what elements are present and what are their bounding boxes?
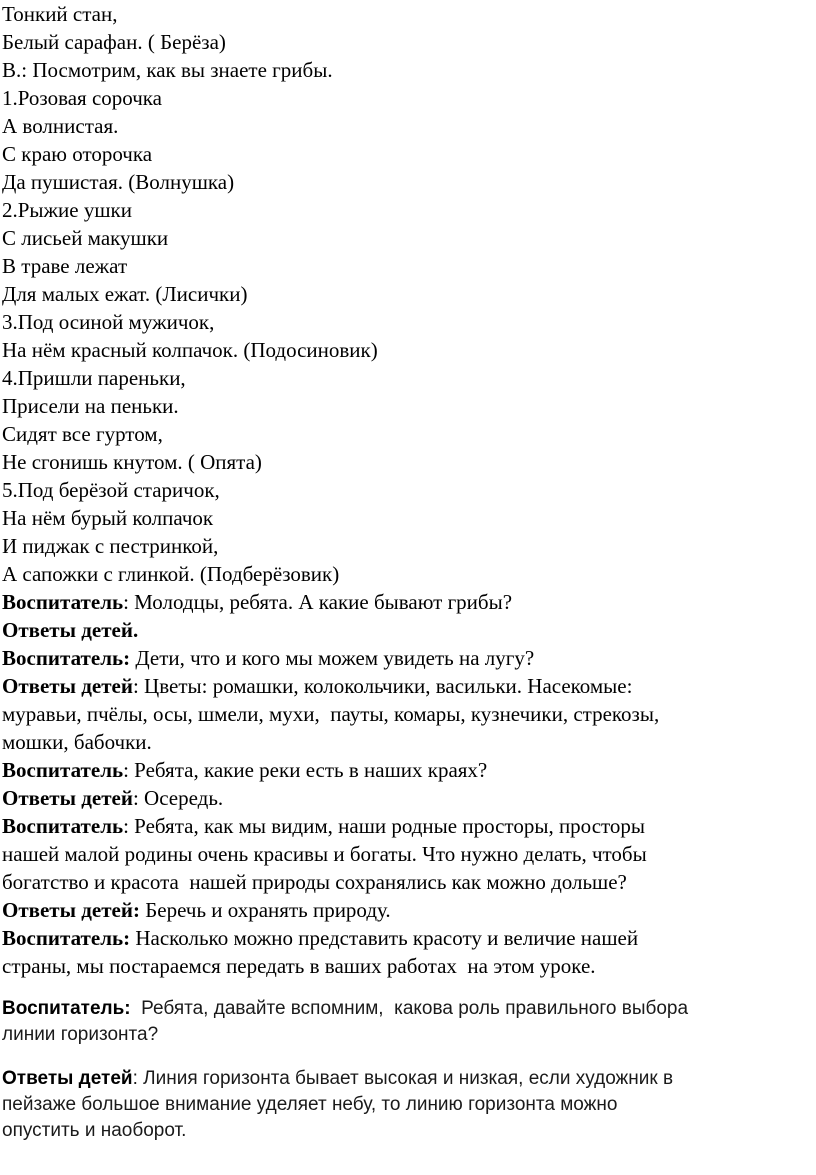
speaker-label: Ответы детей. bbox=[2, 618, 139, 642]
speaker-label: Воспитатель bbox=[2, 814, 124, 838]
line-text: Ребята, давайте вспомним, какова роль правильного выбора bbox=[130, 998, 689, 1019]
line-text: : Молодцы, ребята. А какие бывают грибы? bbox=[123, 590, 513, 614]
line-text: богатство и красота нашей природы сохранялись как можно дольше? bbox=[2, 870, 627, 894]
speaker-label: Воспитатель: bbox=[2, 646, 131, 670]
text-line bbox=[2, 1022, 814, 1048]
text-line bbox=[2, 140, 814, 168]
line-text: : Линия горизонта бывает высокая и низкая, если художник в bbox=[132, 1068, 674, 1089]
line-text: 5.Под берёзой старичок, bbox=[2, 478, 220, 502]
speaker-label: Ответы детей bbox=[2, 674, 133, 698]
line-text: Беречь и охранять природу. bbox=[139, 898, 391, 922]
speaker-label: Ответы детей bbox=[2, 1068, 133, 1089]
text-line bbox=[2, 392, 814, 420]
paragraph-gap bbox=[2, 1048, 814, 1066]
line-text: А сапожки с глинкой. (Подберёзовик) bbox=[2, 562, 340, 586]
text-line bbox=[2, 448, 814, 476]
text-line bbox=[2, 532, 814, 560]
line-text: : Ребята, какие реки есть в наших краях? bbox=[123, 758, 488, 782]
text-line bbox=[2, 1118, 814, 1144]
line-text: 2.Рыжие ушки bbox=[2, 198, 132, 222]
line-text: И пиджак с пестринкой, bbox=[2, 534, 219, 558]
line-text: В.: Посмотрим, как вы знаете грибы. bbox=[2, 58, 333, 82]
text-line bbox=[2, 560, 814, 588]
main-text-block bbox=[2, 0, 814, 980]
answer-block bbox=[2, 1066, 814, 1144]
text-line bbox=[2, 896, 814, 924]
line-text: линии горизонта? bbox=[2, 1024, 159, 1045]
text-line bbox=[2, 28, 814, 56]
text-line bbox=[2, 112, 814, 140]
text-line bbox=[2, 952, 814, 980]
question-block bbox=[2, 996, 814, 1048]
text-line bbox=[2, 1092, 814, 1118]
line-text: А волнистая. bbox=[2, 114, 119, 138]
text-line bbox=[2, 280, 814, 308]
text-line bbox=[2, 756, 814, 784]
text-line bbox=[2, 224, 814, 252]
speaker-label: Ответы детей bbox=[2, 786, 133, 810]
text-line bbox=[2, 644, 814, 672]
line-text: Дети, что и кого мы можем увидеть на лугу? bbox=[130, 646, 535, 670]
speaker-label: Воспитатель: bbox=[2, 998, 131, 1019]
text-line bbox=[2, 56, 814, 84]
text-line bbox=[2, 168, 814, 196]
text-line bbox=[2, 196, 814, 224]
text-line bbox=[2, 996, 814, 1022]
text-line bbox=[2, 1066, 814, 1092]
text-line bbox=[2, 616, 814, 644]
line-text: С краю оторочка bbox=[2, 142, 153, 166]
paragraph-gap bbox=[2, 980, 814, 996]
line-text: Тонкий стан, bbox=[2, 2, 118, 26]
speaker-label: Ответы детей: bbox=[2, 898, 140, 922]
text-line bbox=[2, 84, 814, 112]
line-text: Насколько можно представить красоту и величие нашей bbox=[130, 926, 639, 950]
line-text: Не сгонишь кнутом. ( Опята) bbox=[2, 450, 262, 474]
text-line bbox=[2, 840, 814, 868]
line-text: : Осередь. bbox=[132, 786, 224, 810]
speaker-label: Воспитатель: bbox=[2, 926, 131, 950]
line-text: Белый сарафан. ( Берёза) bbox=[2, 30, 226, 54]
line-text: пейзаже большое внимание уделяет небу, то линию горизонта можно bbox=[2, 1094, 618, 1115]
line-text: 3.Под осиной мужичок, bbox=[2, 310, 215, 334]
line-text: С лисьей макушки bbox=[2, 226, 169, 250]
text-line bbox=[2, 0, 814, 28]
speaker-label: Воспитатель bbox=[2, 590, 124, 614]
text-line bbox=[2, 308, 814, 336]
text-line bbox=[2, 672, 814, 700]
line-text: Да пушистая. (Волнушка) bbox=[2, 170, 235, 194]
text-line bbox=[2, 336, 814, 364]
text-line bbox=[2, 252, 814, 280]
text-line bbox=[2, 588, 814, 616]
line-text: опустить и наоборот. bbox=[2, 1120, 187, 1141]
line-text: : Цветы: ромашки, колокольчики, васильки. Насекомые: bbox=[132, 674, 633, 698]
speaker-label: Воспитатель bbox=[2, 758, 124, 782]
line-text: : Ребята, как мы видим, наши родные просторы, просторы bbox=[123, 814, 646, 838]
line-text: страны, мы постараемся передать в ваших работах на этом уроке. bbox=[2, 954, 596, 978]
line-text: мошки, бабочки. bbox=[2, 730, 152, 754]
text-line bbox=[2, 728, 814, 756]
line-text: нашей малой родины очень красивы и богаты. Что нужно делать, чтобы bbox=[2, 842, 647, 866]
text-line bbox=[2, 700, 814, 728]
line-text: В траве лежат bbox=[2, 254, 128, 278]
text-line bbox=[2, 924, 814, 952]
line-text: 1.Розовая сорочка bbox=[2, 86, 162, 110]
text-line bbox=[2, 476, 814, 504]
line-text: Присели на пеньки. bbox=[2, 394, 179, 418]
line-text: На нём красный колпачок. (Подосиновик) bbox=[2, 338, 378, 362]
text-line bbox=[2, 364, 814, 392]
text-line bbox=[2, 504, 814, 532]
text-line bbox=[2, 420, 814, 448]
line-text: На нём бурый колпачок bbox=[2, 506, 214, 530]
text-line bbox=[2, 812, 814, 840]
line-text: Для малых ежат. (Лисички) bbox=[2, 282, 248, 306]
line-text: Сидят все гуртом, bbox=[2, 422, 163, 446]
text-line bbox=[2, 784, 814, 812]
line-text: муравьи, пчёлы, осы, шмели, мухи, пауты, комары, кузнечики, стрекозы, bbox=[2, 702, 660, 726]
text-line bbox=[2, 868, 814, 896]
line-text: 4.Пришли пареньки, bbox=[2, 366, 186, 390]
